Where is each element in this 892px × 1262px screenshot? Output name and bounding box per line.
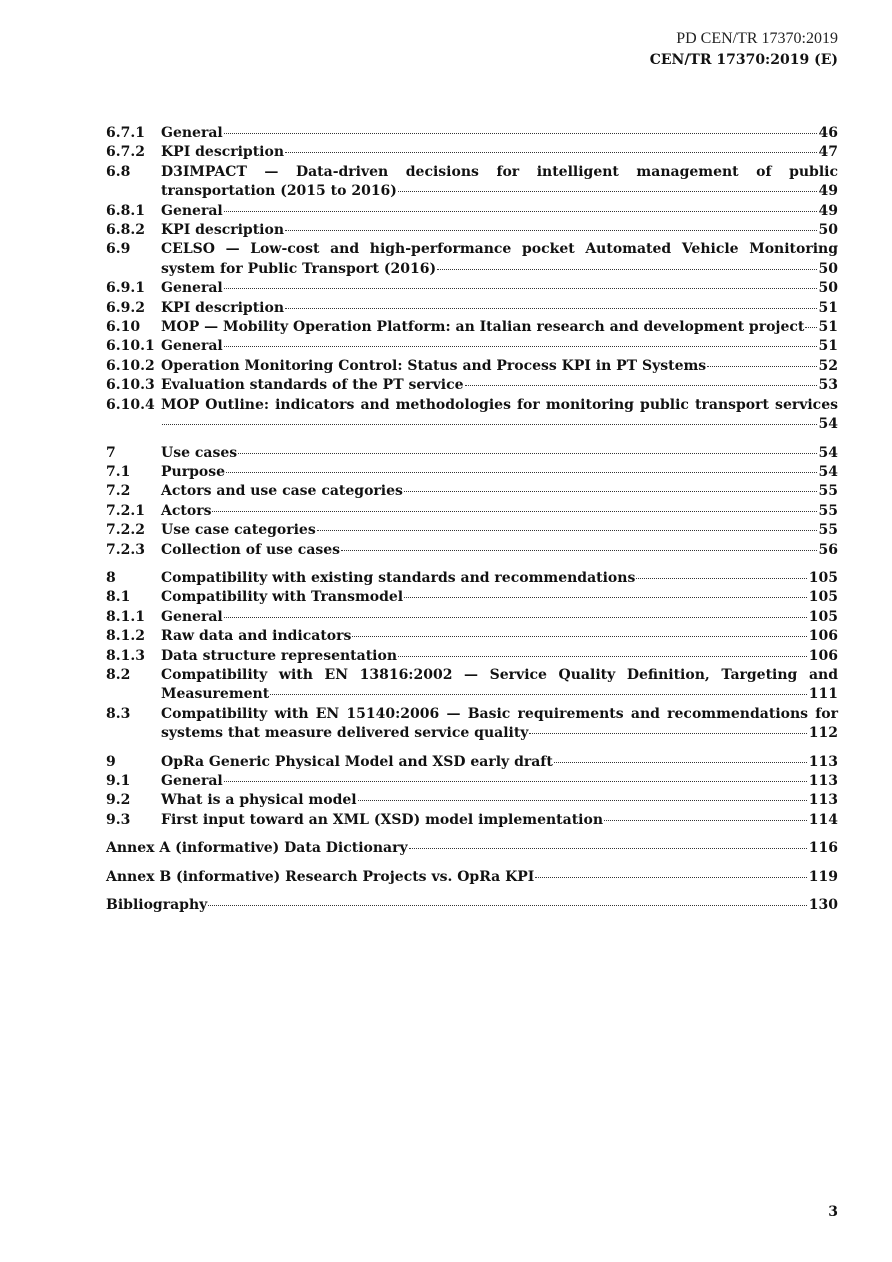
toc-entry-title: Compatibility with existing standards and recommendations <box>161 569 636 586</box>
toc-entry-title: General <box>161 280 223 297</box>
toc-entry-page: 55 <box>818 502 838 519</box>
toc-entry-title: KPI description <box>161 222 285 239</box>
toc-entry-number: 8.1.1 <box>106 608 145 625</box>
toc-entry-page: 52 <box>818 357 838 374</box>
toc-entry-page: 116 <box>808 840 838 857</box>
toc-entry-number: 6.9.1 <box>106 280 145 297</box>
toc-entry[interactable] <box>106 588 838 607</box>
toc-entry[interactable] <box>106 376 838 395</box>
toc-entry[interactable] <box>106 299 838 318</box>
toc-entry-title-line: MOP Outline: indicators and methodologies for monitoring public transport services <box>161 396 838 413</box>
toc-entry-title: Annex B (informative) Research Projects vs. OpRa KPI <box>106 868 535 885</box>
toc-dot-leader <box>352 636 806 637</box>
toc-entry[interactable] <box>106 163 838 202</box>
toc-entry-number: 8.1 <box>106 589 131 606</box>
toc-entry[interactable] <box>106 482 838 501</box>
toc-entry-title: Collection of use cases <box>161 541 341 558</box>
toc-entry-page: 53 <box>818 377 838 394</box>
toc-entry-title: KPI description <box>161 299 285 316</box>
toc-entry-page: 105 <box>808 589 838 606</box>
toc-entry[interactable] <box>106 569 838 588</box>
toc-entry-page: 130 <box>808 897 838 914</box>
toc-entry-number: 6.8.2 <box>106 222 145 239</box>
toc-entry[interactable] <box>106 396 838 435</box>
toc-entry-page: 50 <box>818 280 838 297</box>
toc-entry-page: 105 <box>808 569 838 586</box>
toc-entry-page: 55 <box>818 522 838 539</box>
toc-entry-number: 6.9 <box>106 241 131 258</box>
toc-entry-number: 7.1 <box>106 463 131 480</box>
toc-entry[interactable] <box>106 318 838 337</box>
toc-entry-title: transportation (2015 to 2016) <box>161 183 397 200</box>
toc-entry-page: 113 <box>808 792 838 809</box>
toc-entry-title: Compatibility with Transmodel <box>161 589 404 606</box>
toc-entry-number: 7.2 <box>106 483 131 500</box>
toc-entry-title: General <box>161 125 223 141</box>
toc-entry-number: 6.8.1 <box>106 202 145 219</box>
toc-entry-page: 55 <box>818 483 838 500</box>
toc-entry-page: 113 <box>808 773 838 789</box>
toc-entry-title-line: D3IMPACT — Data-driven decisions for intelligent management of public <box>161 163 838 180</box>
toc-entry-title: What is a physical model <box>161 792 357 809</box>
toc-dot-leader <box>404 491 817 492</box>
toc-dot-leader <box>285 152 817 153</box>
toc-entry-number: 8.3 <box>106 705 131 722</box>
toc-dot-leader <box>208 905 807 906</box>
toc-entry-number: 6.10.3 <box>106 377 155 394</box>
toc-entry[interactable] <box>106 521 838 540</box>
toc-dot-leader <box>437 269 816 270</box>
toc-entry-number: 9 <box>106 753 116 770</box>
toc-entry-title: systems that measure delivered service quality <box>161 725 529 742</box>
toc-entry-page: 50 <box>818 222 838 239</box>
toc-entry-title: KPI description <box>161 144 285 161</box>
toc-entry[interactable] <box>106 124 838 143</box>
toc-entry-page: 112 <box>808 725 838 742</box>
toc-entry[interactable] <box>106 357 838 376</box>
toc-entry[interactable] <box>106 868 838 887</box>
toc-dot-leader <box>212 511 816 512</box>
toc-entry-number: 7.2.3 <box>106 541 145 558</box>
toc-entry-title: Operation Monitoring Control: Status and Process KPI in PT Systems <box>161 357 707 374</box>
toc-dot-leader <box>404 597 807 598</box>
toc-dot-leader <box>465 385 817 386</box>
toc-entry-title: Raw data and indicators <box>161 628 352 645</box>
header-document-id: PD CEN/TR 17370:2019 <box>676 30 838 47</box>
toc-entry-page: 54 <box>818 416 838 433</box>
toc-entry-title: MOP — Mobility Operation Platform: an Italian research and development project <box>161 319 805 336</box>
toc-entry[interactable] <box>106 705 838 744</box>
toc-entry-page: 119 <box>808 868 838 885</box>
toc-dot-leader <box>409 848 807 849</box>
toc-entry-number: 7 <box>106 444 116 461</box>
toc-entry[interactable] <box>106 627 838 646</box>
toc-dot-leader <box>224 781 807 782</box>
toc-entry-page: 106 <box>808 647 838 664</box>
toc-entry-title: General <box>161 608 223 625</box>
toc-entry[interactable] <box>106 666 838 705</box>
toc-entry[interactable] <box>106 143 838 162</box>
toc-entry-number: 7.2.1 <box>106 502 145 519</box>
toc-dot-leader <box>224 211 817 212</box>
toc-entry-page: 54 <box>818 463 838 480</box>
toc-entry-number: 9.3 <box>106 811 131 828</box>
toc-entry-title: General <box>161 338 223 355</box>
toc-entry-page: 47 <box>818 144 838 161</box>
toc-entry-page: 51 <box>818 299 838 316</box>
toc-dot-leader <box>162 424 817 425</box>
header-document-code: CEN/TR 17370:2019 (E) <box>649 52 838 68</box>
toc-entry-title: system for Public Transport (2016) <box>161 260 437 277</box>
toc-entry-page: 56 <box>818 541 838 558</box>
toc-entry-title: Actors <box>161 502 212 519</box>
toc-dot-leader <box>398 191 817 192</box>
toc-entry[interactable] <box>106 839 838 858</box>
toc-entry-page: 49 <box>818 202 838 219</box>
toc-dot-leader <box>224 288 817 289</box>
toc-entry[interactable] <box>106 502 838 521</box>
toc-entry[interactable] <box>106 337 838 356</box>
toc-entry-number: 6.7.2 <box>106 144 145 161</box>
toc-dot-leader <box>529 733 806 734</box>
toc-entry-number: 6.8 <box>106 163 131 180</box>
toc-entry-page: 111 <box>808 686 838 703</box>
toc-dot-leader <box>224 346 817 347</box>
toc-dot-leader <box>224 617 807 618</box>
toc-dot-leader <box>270 694 807 695</box>
toc-dot-leader <box>341 550 816 551</box>
toc-entry-page: 54 <box>818 444 838 461</box>
page-number: 3 <box>828 1204 838 1220</box>
toc-entry-title-line: Compatibility with EN 15140:2006 — Basic requirements and recommendations for <box>161 705 838 722</box>
toc-dot-leader <box>398 656 807 657</box>
toc-entry-number: 7.2.2 <box>106 522 145 539</box>
toc-entry-number: 8.2 <box>106 666 131 683</box>
toc-entry-title: Purpose <box>161 463 225 480</box>
toc-dot-leader <box>535 877 806 878</box>
toc-entry-number: 6.10.2 <box>106 357 155 374</box>
toc-entry[interactable] <box>106 896 838 915</box>
toc-entry[interactable] <box>106 279 838 298</box>
toc-dot-leader <box>805 327 816 328</box>
toc-entry-number: 9.1 <box>106 773 131 789</box>
toc-entry-number: 6.10.4 <box>106 396 155 413</box>
toc-entry-title: Use cases <box>161 444 238 461</box>
toc-dot-leader <box>224 133 817 134</box>
toc-entry[interactable] <box>106 463 838 482</box>
toc-entry-page: 114 <box>808 811 838 828</box>
toc-entry-page: 51 <box>818 319 838 336</box>
toc-entry[interactable] <box>106 772 838 791</box>
toc-entry[interactable] <box>106 811 838 830</box>
toc-entry-title: Measurement <box>161 686 270 703</box>
toc-dot-leader <box>604 820 807 821</box>
toc-dot-leader <box>285 230 817 231</box>
toc-entry-page: 46 <box>818 125 838 141</box>
toc-entry-page: 106 <box>808 628 838 645</box>
toc-entry[interactable] <box>106 221 838 240</box>
toc-entry-number: 8.1.2 <box>106 628 145 645</box>
toc-dot-leader <box>285 308 817 309</box>
toc-entry-title: General <box>161 773 223 789</box>
toc-entry-number: 6.10.1 <box>106 338 155 355</box>
table-of-contents <box>106 124 838 915</box>
toc-entry-title: Data structure representation <box>161 647 398 664</box>
toc-entry-page: 50 <box>818 260 838 277</box>
toc-entry-title: Evaluation standards of the PT service <box>161 377 464 394</box>
toc-entry[interactable] <box>106 444 838 463</box>
toc-entry[interactable] <box>106 608 838 627</box>
toc-entry-number: 6.10 <box>106 319 141 336</box>
toc-entry-title-line: CELSO — Low-cost and high-performance pocket Automated Vehicle Monitoring <box>161 241 838 258</box>
toc-dot-leader <box>707 366 816 367</box>
toc-entry-page: 49 <box>818 183 838 200</box>
toc-entry-title: Use case categories <box>161 522 316 539</box>
toc-entry-title: Bibliography <box>106 897 208 914</box>
toc-dot-leader <box>554 762 807 763</box>
toc-dot-leader <box>226 472 817 473</box>
toc-entry[interactable] <box>106 541 838 560</box>
toc-entry-number: 6.7.1 <box>106 125 145 141</box>
toc-dot-leader <box>317 530 817 531</box>
toc-entry-number: 8.1.3 <box>106 647 145 664</box>
toc-entry-number: 6.9.2 <box>106 299 145 316</box>
toc-entry-page: 105 <box>808 608 838 625</box>
toc-dot-leader <box>238 453 816 454</box>
toc-entry-number: 8 <box>106 569 116 586</box>
toc-entry-title: OpRa Generic Physical Model and XSD early draft <box>161 753 553 770</box>
toc-entry-page: 113 <box>808 753 838 770</box>
toc-dot-leader <box>358 800 807 801</box>
toc-entry-title: Annex A (informative) Data Dictionary <box>106 840 408 857</box>
toc-entry[interactable] <box>106 647 838 666</box>
toc-entry-title: General <box>161 202 223 219</box>
toc-entry-title: Actors and use case categories <box>161 483 403 500</box>
toc-entry-number: 9.2 <box>106 792 131 809</box>
toc-entry[interactable] <box>106 202 838 221</box>
toc-entry[interactable] <box>106 791 838 810</box>
toc-dot-leader <box>636 578 806 579</box>
toc-entry[interactable] <box>106 240 838 279</box>
toc-entry[interactable] <box>106 753 838 772</box>
toc-entry-page: 51 <box>818 338 838 355</box>
toc-entry-title-line: Compatibility with EN 13816:2002 — Service Quality Definition, Targeting and <box>161 666 838 683</box>
toc-entry-title: First input toward an XML (XSD) model implementation <box>161 811 603 828</box>
